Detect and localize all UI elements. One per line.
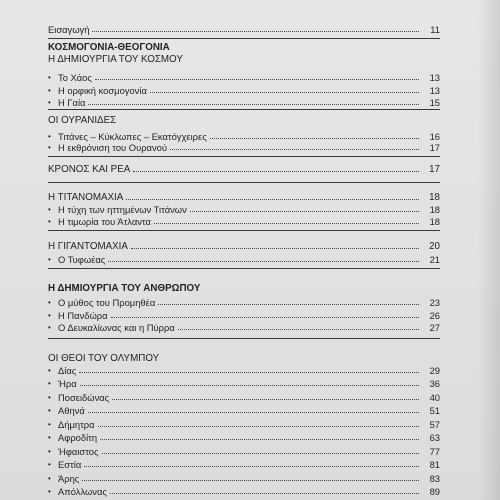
dot-leader [98, 426, 419, 427]
bullet-icon: • [48, 323, 51, 332]
toc-entry [48, 458, 440, 470]
toc-entry [48, 309, 440, 321]
toc-page-number: 13 [429, 85, 440, 96]
toc-page-number: 20 [429, 241, 440, 252]
bullet-icon: • [48, 255, 51, 264]
dot-leader [210, 138, 419, 139]
toc-entry [48, 364, 440, 376]
dot-leader [131, 248, 419, 249]
toc-page-number: 89 [429, 486, 440, 497]
toc-entry-label: Δήμητρα [58, 419, 95, 430]
toc-entry-label: Άρης [58, 473, 80, 484]
toc-page-number: 51 [429, 405, 440, 416]
toc-page-number: 63 [429, 432, 440, 443]
toc-entry [48, 296, 440, 308]
toc-entry-label: Ήφαιστος [58, 446, 99, 457]
section-divider [48, 268, 440, 269]
toc-entry-label: Εστία [58, 459, 82, 470]
dot-leader [100, 439, 419, 440]
toc-entry [48, 141, 440, 153]
toc-entry [48, 391, 440, 403]
toc-section-entry [48, 163, 440, 175]
dot-leader [154, 223, 419, 224]
section-divider [48, 109, 440, 110]
bullet-icon: • [48, 205, 51, 214]
toc-entry-label: Αφροδίτη [58, 432, 98, 443]
dot-leader [95, 79, 419, 80]
toc-entry [48, 472, 440, 484]
section-divider [48, 338, 440, 339]
section-title: ΟΙ ΟΥΡΑΝΙΔΕΣ [48, 115, 117, 126]
section-divider [48, 182, 440, 183]
toc-page-number: 29 [429, 365, 440, 376]
dot-leader [111, 317, 419, 318]
toc-page-number: 57 [429, 419, 440, 430]
toc-page-number: 26 [429, 310, 440, 321]
toc-page-number: 77 [429, 446, 440, 457]
toc-entry-label: Ποσειδώνας [58, 392, 110, 403]
bullet-icon: • [48, 73, 51, 82]
toc-entry-label: Ο Τυφωέας [58, 254, 106, 265]
dot-leader [112, 399, 419, 400]
section-title: ΚΡΟΝΟΣ ΚΑΙ ΡΕΑ [48, 164, 131, 175]
dot-leader [80, 385, 419, 386]
bullet-icon: • [48, 487, 51, 496]
dot-leader [190, 211, 419, 212]
section-title: Η ΤΙΤΑΝΟΜΑΧΙΑ [48, 192, 124, 203]
section-title: ΟΙ ΘΕΟΙ ΤΟΥ ΟΛΥΜΠΟΥ [48, 353, 160, 364]
bullet-icon: • [48, 143, 51, 152]
bullet-icon: • [48, 379, 51, 388]
dot-leader [79, 372, 419, 373]
dot-leader [88, 104, 419, 105]
bullet-icon: • [48, 366, 51, 375]
bullet-icon: • [48, 98, 51, 107]
toc-entry [48, 203, 440, 215]
toc-entry [48, 215, 440, 227]
dot-leader [84, 466, 419, 467]
toc-page-number: 27 [429, 322, 440, 333]
dot-leader [170, 149, 419, 150]
bullet-icon: • [48, 217, 51, 226]
dot-leader [102, 453, 419, 454]
toc-entry-label: Ο Δευκαλίωνας και η Πύρρα [58, 322, 175, 333]
section-divider [48, 38, 440, 39]
toc-entry-label: Δίας [58, 365, 77, 376]
toc-page-number: 13 [429, 72, 440, 83]
toc-entry [48, 485, 440, 497]
toc-entry-label: Η Γαία [58, 97, 86, 108]
toc-page-number: 36 [429, 378, 440, 389]
dot-leader [88, 412, 419, 413]
section-subtitle: Η ΔΗΜΙΟΥΡΓΙΑ ΤΟΥ ΚΟΣΜΟΥ [48, 54, 183, 65]
toc-entry [48, 96, 440, 108]
section-divider [48, 230, 440, 231]
toc-entry [48, 321, 440, 333]
section-title: Η ΓΙΓΑΝΤΟΜΑΧΙΑ [48, 241, 128, 252]
toc-entry-label: Αθηνά [58, 405, 85, 416]
bullet-icon: • [48, 420, 51, 429]
toc-page-number: 17 [429, 142, 440, 153]
toc-entry [48, 418, 440, 430]
toc-entry-label: Η ορφική κοσμογονία [58, 85, 147, 96]
bullet-icon: • [48, 86, 51, 95]
toc-page-number: 40 [429, 392, 440, 403]
toc-page-number: 18 [429, 192, 440, 203]
bullet-icon: • [48, 311, 51, 320]
toc-entry-label: Απόλλωνας [58, 486, 107, 497]
bullet-icon: • [48, 393, 51, 402]
toc-page-number: 83 [429, 473, 440, 484]
bullet-icon: • [48, 132, 51, 141]
toc-entry [48, 377, 440, 389]
dot-leader [133, 171, 419, 172]
section-title: ΚΟΣΜΟΓΟΝΙΑ-ΘΕΟΓΟΝΙΑ [48, 42, 170, 53]
toc-entry [48, 445, 440, 457]
toc-entry-label: Το Χάος [58, 72, 92, 83]
toc-page-number: 15 [429, 97, 440, 108]
toc-entry [48, 84, 440, 96]
toc-page-number: 17 [429, 164, 440, 175]
dot-leader [178, 329, 419, 330]
dot-leader [108, 261, 419, 262]
toc-entry [48, 253, 440, 265]
toc-entry [48, 404, 440, 416]
toc-entry-label: Η τιμωρία του Άτλαντα [58, 216, 151, 227]
dot-leader [150, 92, 419, 93]
toc-section-entry [48, 191, 440, 203]
toc-entry-label: Ο μύθος του Προμηθέα [58, 297, 156, 308]
bullet-icon: • [48, 433, 51, 442]
toc-entry-label: Εισαγωγή [48, 24, 90, 35]
dot-leader [126, 199, 419, 200]
toc-entry-intro [48, 23, 440, 35]
toc-entry [48, 71, 440, 83]
toc-page-number: 18 [429, 216, 440, 227]
toc-section-entry [48, 240, 440, 252]
toc-page-number: 23 [429, 297, 440, 308]
bullet-icon: • [48, 406, 51, 415]
bullet-icon: • [48, 447, 51, 456]
toc-entry-label: Η Πανδώρα [58, 310, 108, 321]
toc-page-number: 21 [429, 254, 440, 265]
toc-entry-label: Η τύχη των ηττημένων Τιτάνων [58, 204, 187, 215]
dot-leader [92, 31, 419, 32]
toc-page-number: 16 [429, 131, 440, 142]
toc-page-number: 11 [430, 24, 440, 35]
bullet-icon: • [48, 298, 51, 307]
section-title: Η ΔΗΜΙΟΥΡΓΙΑ ΤΟΥ ΑΝΘΡΩΠΟΥ [48, 283, 201, 294]
bullet-icon: • [48, 460, 51, 469]
toc-page-number: 18 [429, 204, 440, 215]
dot-leader [158, 304, 419, 305]
toc-entry-label: Τιτάνες – Κύκλωπες – Εκατόγχειρες [58, 131, 207, 142]
toc-entry [48, 431, 440, 443]
dot-leader [82, 480, 419, 481]
toc-entry-label: Ήρα [58, 378, 77, 389]
bullet-icon: • [48, 474, 51, 483]
dot-leader [110, 493, 419, 494]
section-divider [48, 156, 440, 157]
toc-page-number: 81 [429, 459, 440, 470]
toc-entry-label: Η εκθρόνιση του Ουρανού [58, 142, 167, 153]
